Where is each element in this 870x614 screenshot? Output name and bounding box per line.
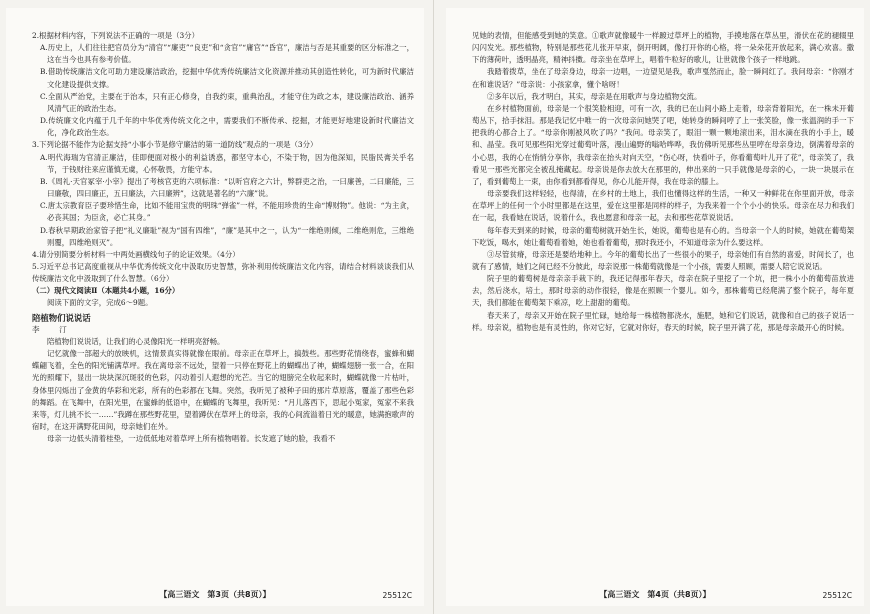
left-page-footer: [6, 589, 424, 600]
right-page-paragraph: ③尽管贫瘠，母亲还是要给地种上。今年的葡萄长出了一些很小的果子，母亲她们有自然的喜爱，时间长了，也就有了感情，她们之间已经不分彼此，母亲说那一株葡萄就像是一个小孩，需要人照顾，需要人陪它说说话。: [472, 249, 854, 271]
left-page-paragraph: A.明代海瑞为官清正廉洁，佳即便面对极小的利益诱惑，都坚守本心，不染于物，因为他深知，民脂民膏关乎名节，于钱财往来应谨慎无虞，心怀敬畏，方能守本。: [40, 152, 414, 174]
right-page-paragraph: 在乡村植物面前，母亲是一个很笑脸相迎，可有一次，我的已在山间小路上走着，母亲背着阳光，在一株未开葡萄丛下，拾手抹泪。那是我记忆中唯一的一次母亲问她哭了吧，她转身的瞬间哼了上一张笑脸，像一张温润的手一下把我的心都合上了。“母亲你刚被风吹了吗？”我问。母亲笑了，眼泪一颗一颗地滚出来，泪水滴在我的小手上，暖和、晶莹。我可见那些阳光穿过葡萄叶落，漫山遍野的嗡哈哗哗，我仿佛听见那些丛里哼在母亲身边，倒满着母亲的小心思，我的心在悄悄分享你，我母亲在抬头对向天空，“伤心呀，快看叶子，你看葡萄叶儿开了花”，母亲笑了，我看见一那些光都完全被乱掩藏起。母亲说是你去放大在那里的，伸出来的一只手就像是母亲的心，一块一块展示在了，看到葡萄上一束，由你看到都看得见，你心儿能开得，我在母亲的膝上。: [472, 103, 854, 186]
exam-page-right: [446, 8, 864, 606]
left-page-paragraph: B.借助传统廉洁文化可助力建设廉洁政治，挖掘中华优秀传统廉洁文化资源并推动其创造性转化，可为新时代廉洁文化建设提供支撑。: [40, 67, 414, 89]
right-page-paragraph: 春天来了，母亲又开始在院子里忙碌，她给每一株植物都浇水，施肥，她和它们说话，就像和自己的孩子说话一样。母亲说，植物也是有灵性的，你对它好，它就对你好，春天的时候，院子里开满了花，那是母亲最开心的时候。: [472, 310, 854, 332]
left-page-paragraph: C.全面从严治党，主要在于治本，只有正心修身，自我约束，重典治乱，才能守住为政之本，建设廉洁政治、涵养风清气正的政治生态。: [40, 91, 414, 113]
left-page-paragraph: 母亲一边低头清着桂垫，一边低低地对着草坪上所有植物唱着。长发遮了她的脸，我看不: [47, 434, 336, 444]
page-fold-divider: [433, 0, 434, 614]
left-column: [32, 30, 414, 445]
left-page-paragraph: C.唐太宗教育臣子要珍惜生命，比如不能用宝贵的明珠“弹雀”一样，不能用珍贵的生命“博财物”。他说：“为主贪，必丧其国；为臣贪，必亡其身。”: [40, 201, 414, 223]
left-page-paragraph: D.春秋早期政治家管子把“礼义廉耻”视为“国有四维”，“廉”是其中之一，认为“一维绝则倾，二维绝则危，三维绝则覆，四维绝则灭”。: [40, 225, 414, 247]
left-page-paragraph: 陪植物们说说话，让我们的心灵像阳光一样明亮舒畅。: [47, 336, 225, 346]
left-page-paragraph: 陪植物们说说话: [32, 312, 91, 323]
right-page-paragraph: ②多年以后，我才明白，其实，母亲是在用歌声与身边植物交流。: [487, 91, 702, 101]
left-page-paragraph: 3.下列论据不能作为论据支持“小事小节是修守廉洁的第一道防线”观点的一项是（3分）: [32, 140, 318, 150]
left-page-paragraph: A.历史上，人们往往把官员分为“清官”“廉吏”“良吏”和“贪官”“庸官”“昏官”，廉洁与否是其重要的区分标准之一，这在当今也具有参考价值。: [40, 43, 414, 65]
right-page-paragraph: 母亲要我们这样轻轻，也得清，在乡村的土地上，我们也懂得这样的生活，一种又一种鲜花在你里面开放，母亲在草坪上的任何一个小时里都是在这里，爱在这里都是同样的样子，为我来着一个个小小的快乐。母亲在尽力和我们在一起，我看她在说话，说着什么，我也愿意和母亲一起，去和那些花草说说话。: [472, 189, 854, 223]
left-page-paragraph: 2.根据材料内容，下列说法不正确的一项是（3分）: [32, 31, 199, 40]
right-page-paragraph: 我踏着拨草，坐在了母亲身边，母亲一边唱，一边望见是我，歌声戛然而止，脸一瞬间红了。我问母亲：“你刚才在和谁说话？”母亲说：小孩家拿，懂个啥呀！: [472, 67, 854, 89]
right-footer-code: 25512C: [822, 591, 852, 600]
left-page-paragraph: （二）现代文阅读Ⅱ（本题共4小题，16分）: [32, 286, 180, 296]
left-footer-label: 【高三语文 第3页（共8页）】: [159, 590, 271, 599]
right-page-paragraph: 见她的表情，但能感受到她的笑意。①歌声就像暖牛一样踱过草坪上的植物，手摸地落在草丛里，滑伏在花的褪辍里闪闪发光。那些植物，特别是那些花儿张开早束，倒开明阔，像打开你的心格，将一朵朵花开放起来，满心欢喜。撒下的薄荷叶，透明晶亮，精神抖擞。母亲坐在草坪上，唱着牛粒好的歌儿，让世就像个孩子一样地跳。: [472, 31, 854, 65]
exam-page-left: [6, 8, 424, 606]
left-footer-code: 25512C: [382, 591, 412, 600]
left-page-paragraph: D.传统廉文化内蕴于几千年的中华优秀传统文化之中，需要我们不断传承、挖掘，才能更好地建设新时代廉洁文化，净化政治生态。: [40, 116, 414, 138]
left-page-paragraph: 记忆就像一部超大的放映机，这情景真实得就像在眼前。母亲正在草坪上，搞鼓些。那些野花情绕春，蜜蜂和蝴蝶翩飞着，全色的阳光铺满草坪。我在离母亲不远处，望着一只停在野花上的蝴蝶出了神，蝴蝶翅膀一张一合，在阳光的照耀下，显出一块块深沉斑驳的色彩，闪动着引人遐想的光芒。当它的翅膀完全收起来时，蝴蝶就像一片枯叶，身体里闪烁出了金黄的华彩和光彩，所有的色彩都在飞舞。突然，我听见了被种子田的那片草原落，覆盖了那些色彩的舞蹈。在飞舞中，在阳光里，在蜜蜂的低语中，在蝴蝶的飞舞里，我听见：“月儿落西下，思起小冤家，冤家不来我来等，灯儿挑不长一……”我蹲在那些野花里，望着蹲伏在草坪上的母亲，我的心间流溢着日光的暖意，她满抱歌声的宿时，在这开满野花田间，母亲她们在外。: [32, 349, 414, 431]
left-page-paragraph: 阅读下面的文字，完成6～9题。: [47, 298, 153, 308]
right-page-paragraph: 每年春天到来的时候，母亲的葡萄树就开始生长，她说，葡萄也是有心的。当母亲一个人的时候，她就在葡萄架下吃饭，喝水，她让葡萄看着她，她也看着葡萄，那时我还小，不知道母亲为什么要这样。: [472, 225, 854, 247]
left-page-paragraph: B.《周礼·天官冢宰·小宰》提出了考核官吏的六项标准：“以听官府之六计，弊群吏之治，一曰廉善，二曰廉能，三曰廉敬，四曰廉正，五曰廉法，六曰廉辨”，这就是著名的“六廉”说。: [40, 176, 414, 199]
left-page-paragraph: 5.习近平总书记高度重视从中华优秀传统文化中汲取历史智慧，弥补利用传统廉洁文化内容，请结合材料谈谈我们从传统廉洁文化中汲取到了什么智慧。（6分）: [32, 261, 414, 284]
right-page-footer: [446, 589, 864, 600]
right-page-paragraph: 院子里的葡萄树是母亲亲手栽下的，我还记得那年春天，母亲在院子里挖了一个坑，把一株小小的葡萄苗放进去，然后浇水，培土，那时母亲的动作很轻，像是在照顾一个婴儿。如今，那株葡萄已经爬满了整个院子，每年夏天，我们都能在葡萄架下乘凉，吃上甜甜的葡萄。: [472, 274, 854, 308]
left-page-paragraph: 4.请分别简要分析材料一中两处画横线句子的论证效果。（4分）: [32, 249, 240, 259]
left-page-paragraph: 李 汀: [32, 324, 73, 334]
right-footer-label: 【高三语文 第4页（共8页）】: [599, 590, 711, 599]
right-column: [472, 30, 854, 334]
